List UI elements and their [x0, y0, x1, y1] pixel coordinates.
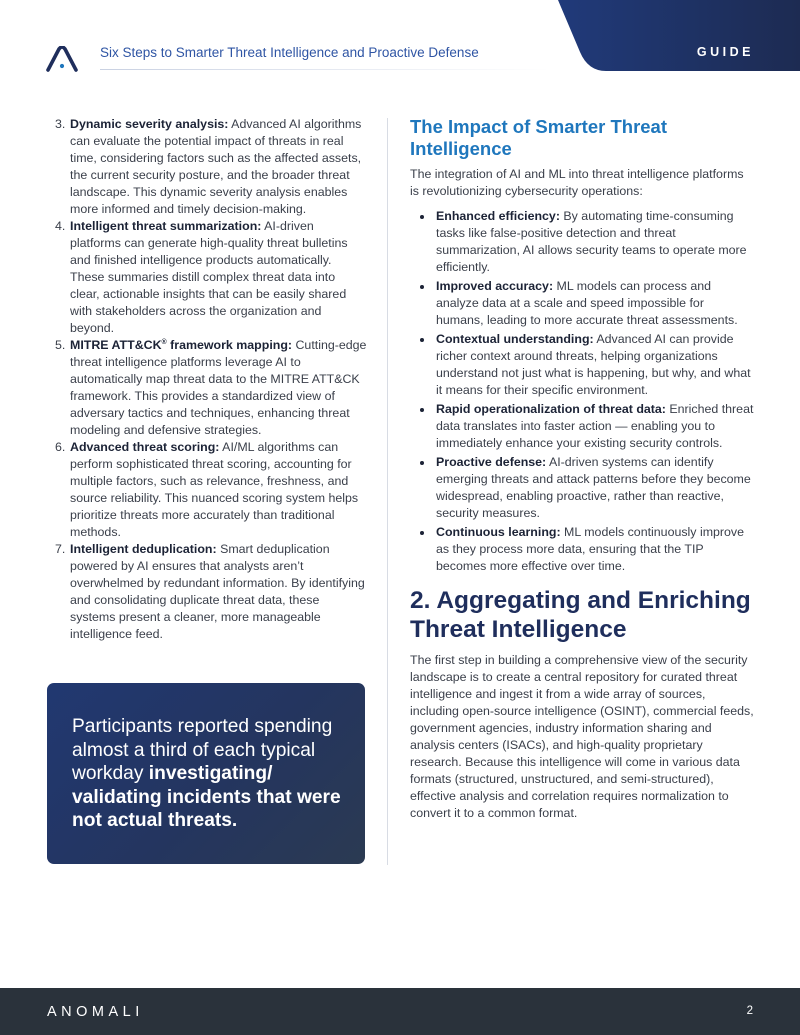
item-text: Advanced AI algorithms can evaluate the potential impact of threats in real time, considering factors such as the affected assets, the current security posture, and the broader threat landscape. This dynamic severity analysis enables more informed and timely decision-making.: [70, 117, 362, 216]
bullet-dot-icon: [420, 408, 424, 412]
list-number: 6.: [55, 440, 66, 454]
document-title: Six Steps to Smarter Threat Intelligence and Proactive Defense: [100, 45, 479, 60]
item-text: Cutting-edge threat intelligence platforms leverage AI to automatically map threat data to the MITRE ATT&CK framework. This provides a standardized view of adversary tactics and techniques, enhancing threat modeling and defensive strategies.: [70, 338, 367, 437]
callout-emphasis: investigating/ validating incidents that were not actual threats.: [72, 763, 341, 832]
page-header: [0, 0, 800, 80]
page-number: 2: [746, 1005, 753, 1017]
bullet-heading: Proactive defense:: [436, 455, 547, 469]
bullet-heading: Enhanced efficiency:: [436, 209, 560, 223]
bullet-text: ML models continuously improve as they process more data, ensuring that the TIP becomes more effective over time.: [436, 525, 745, 573]
registered-mark: ®: [161, 338, 167, 346]
item-text: AI-driven platforms can generate high-quality threat bulletins and finished intelligence products automatically. These summaries distill complex threat data into clear, actionable insights that can be easily shared with stakeholders across the organization and beyond.: [70, 219, 348, 335]
list-item: [46, 541, 368, 643]
callout-text: [72, 715, 343, 833]
bullet-item: [410, 524, 754, 575]
bullet-text: Advanced AI can provide richer context around threats, helping organizations understand not just what is happening, but why, and what it means for their specific environment.: [436, 332, 751, 397]
bullet-item: [410, 208, 754, 276]
guide-label: GUIDE: [696, 45, 754, 59]
numbered-list: [46, 116, 368, 643]
impact-heading: The Impact of Smarter Threat Intelligence: [410, 116, 668, 159]
bullet-heading: Continuous learning:: [436, 525, 561, 539]
guide-tab-shape: [558, 0, 800, 71]
anomali-a-mark-icon: [46, 46, 78, 72]
section-paragraph: The first step in building a comprehensive view of the security landscape is to create a central repository for curated threat intelligence and ingest it from a wide array of sources, including open-source intelligence (OSINT), commercial feeds, government agencies, industry information sharing and analysis centers (ISACs), and high-quality proprietary research. Because this intelligence will come in various data formats (structured, unstructured, and semi-structured), effective analysis and correlation requires normalization to convert it to a common format.: [410, 653, 754, 820]
item-heading: [70, 338, 292, 352]
bullet-text: ML models can process and analyze data at a scale and speed impossible for humans, leading to more accurate threat assessments.: [436, 279, 738, 327]
footer-logo: ANOMALI: [47, 1004, 144, 1020]
bullet-dot-icon: [420, 531, 424, 535]
list-number: 5.: [55, 338, 66, 352]
item-heading: Advanced threat scoring:: [70, 440, 220, 454]
bullet-text: By automating time-consuming tasks like false-positive detection and threat summarization, AI allows security teams to operate more efficiently.: [436, 209, 747, 274]
callout-plain: Participants reported spending almost a third of each typical workday: [72, 716, 333, 785]
bullet-item: [410, 331, 754, 399]
bullet-dot-icon: [420, 215, 424, 219]
bullet-text: Enriched threat data translates into faster action — enabling you to immediately enhance your existing security controls.: [436, 402, 754, 450]
list-item: [46, 439, 368, 541]
bullet-item: [410, 278, 754, 329]
section-heading: 2. Aggregating and Enriching Threat Intelligence: [410, 587, 751, 643]
list-number: 3.: [55, 117, 66, 131]
item-text: Smart deduplication powered by AI ensures that analysts aren’t overwhelmed by redundant information. By identifying and consolidating duplicate threat data, these systems present a cleaner, more manageable intelligence feed.: [70, 542, 365, 641]
bullet-text: AI-driven systems can identify emerging threats and attack patterns before they become widespread, enabling proactive, rather than reactive, security measures.: [436, 455, 751, 520]
list-number: 4.: [55, 219, 66, 233]
guide-tab: [558, 0, 800, 71]
item-heading: Dynamic severity analysis:: [70, 117, 229, 131]
item-heading-suffix: framework mapping:: [166, 338, 293, 352]
right-column: [410, 116, 754, 822]
item-heading: Intelligent deduplication:: [70, 542, 217, 556]
bullet-heading: Rapid operationalization of threat data:: [436, 402, 666, 416]
bullet-dot-icon: [420, 285, 424, 289]
bullet-dot-icon: [420, 338, 424, 342]
stat-callout: [47, 683, 365, 864]
list-number: 7.: [55, 542, 66, 556]
header-divider: [100, 69, 550, 70]
bullet-heading: Contextual understanding:: [436, 332, 594, 346]
item-heading: Intelligent threat summarization:: [70, 219, 262, 233]
left-column: [46, 116, 368, 643]
impact-bullet-list: [410, 208, 754, 575]
list-item: [46, 218, 368, 337]
impact-intro: The integration of AI and ML into threat intelligence platforms is revolutionizing cybersecurity operations:: [410, 167, 744, 198]
item-text: AI/ML algorithms can perform sophisticated threat scoring, accounting for multiple factors, such as relevance, freshness, and source reliability. This nuanced scoring system helps prioritize threats more accurately than traditional methods.: [70, 440, 359, 539]
bullet-item: [410, 401, 754, 452]
item-heading-text: MITRE ATT&CK: [70, 338, 162, 352]
page-footer: [0, 988, 800, 1035]
column-divider: [387, 118, 388, 865]
list-item: [46, 337, 368, 439]
bullet-dot-icon: [420, 461, 424, 465]
bullet-heading: Improved accuracy:: [436, 279, 554, 293]
bullet-item: [410, 454, 754, 522]
list-item: [46, 116, 368, 218]
